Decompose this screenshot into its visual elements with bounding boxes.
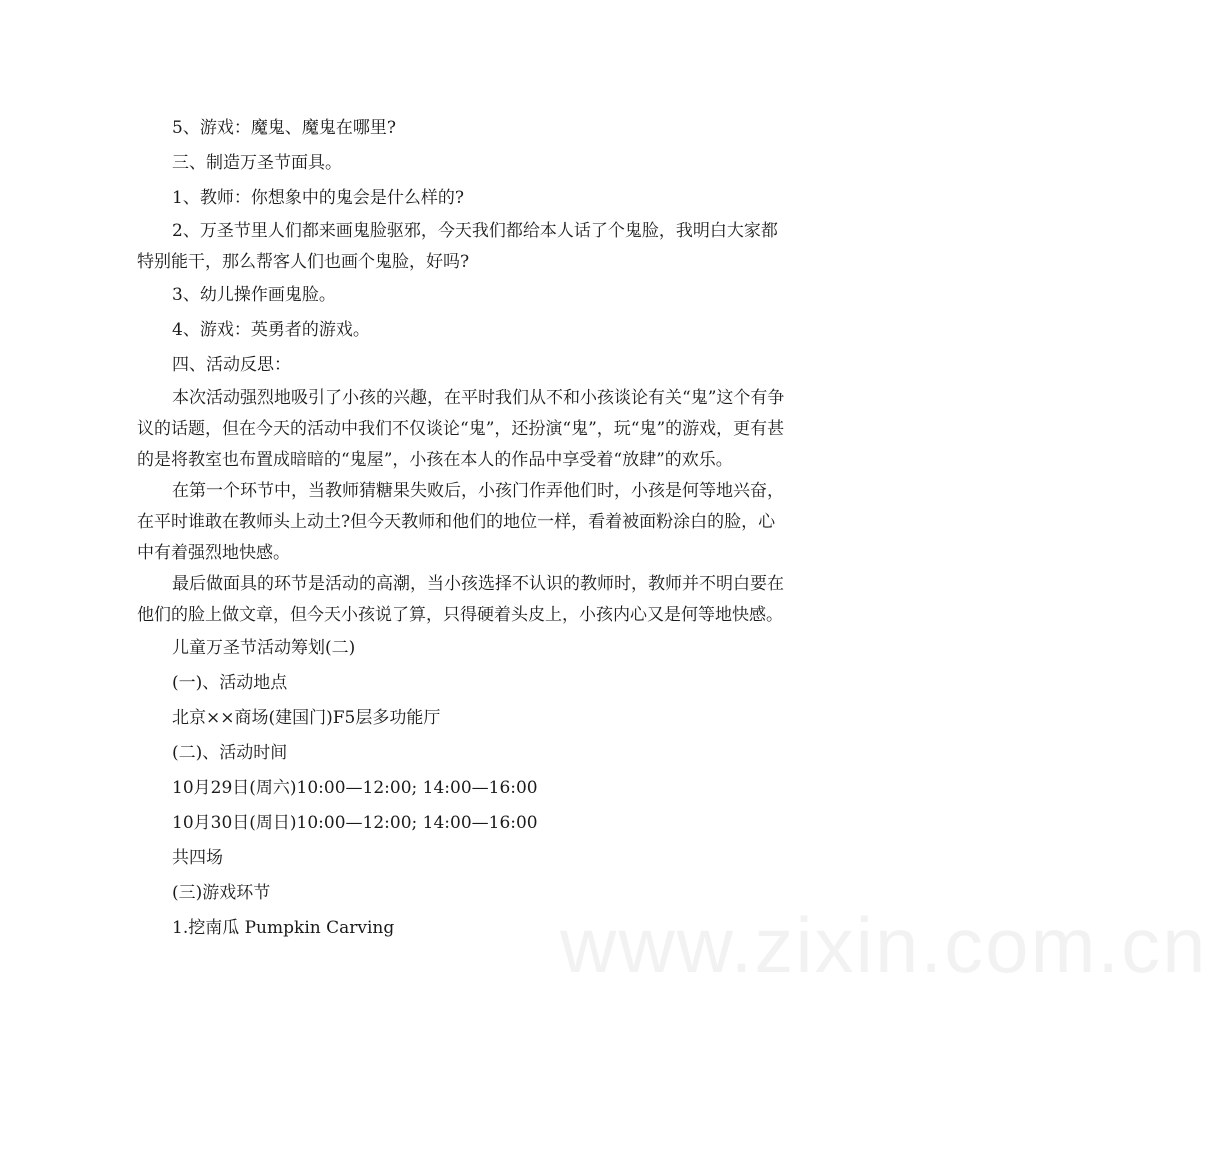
venue-value: 北京××商场(建国门)F5层多功能厅 — [172, 708, 441, 728]
reflection-paragraph-1: 本次活动强烈地吸引了小孩的兴趣，在平时我们从不和小孩谈论有关“鬼”这个有争议的话题，但在今天的活动中我们不仅谈论“鬼”，还扮演“鬼”，玩“鬼”的游戏，更有甚的是将教室也布置成暗暗的“鬼屋”，小孩在本人的作品中享受着“放肆”的欢乐。 — [137, 388, 785, 470]
step-4: 4、游戏：英勇者的游戏。 — [172, 320, 370, 340]
time-value-2: 10月30日(周日)10:00—12:00; 14:00—16:00 — [172, 813, 538, 833]
section-4-heading: 四、活动反思： — [172, 355, 291, 375]
document-page — [137, 111, 787, 946]
section-3-heading: 三、制造万圣节面具。 — [172, 153, 342, 173]
reflection-paragraph-2: 在第一个环节中，当教师猜糖果失败后，小孩门作弄他们时，小孩是何等地兴奋，在平时谁敢在教师头上动土?但今天教师和他们的地位一样，看着被面粉涂白的脸，心中有着强烈地快感。 — [137, 481, 784, 563]
step-2: 2、万圣节里人们都来画鬼脸驱邪，今天我们都给本人话了个鬼脸，我明白大家都特别能干，那么帮客人们也画个鬼脸，好吗? — [137, 221, 778, 272]
watermark: www.zixin.com.cn — [560, 901, 1207, 989]
time-value-1: 10月29日(周六)10:00—12:00; 14:00—16:00 — [172, 778, 538, 798]
step-3: 3、幼儿操作画鬼脸。 — [172, 285, 336, 305]
games-heading: (三)游戏环节 — [172, 883, 271, 903]
reflection-paragraph-3: 最后做面具的环节是活动的高潮，当小孩选择不认识的教师时，教师并不明白要在他们的脸上做文章，但今天小孩说了算，只得硬着头皮上，小孩内心又是何等地快感。 — [137, 574, 784, 625]
step-1: 1、教师：你想象中的鬼会是什么样的? — [172, 188, 464, 208]
venue-heading: (一)、活动地点 — [172, 673, 288, 693]
game-item-5: 5、游戏：魔鬼、魔鬼在哪里? — [172, 118, 396, 138]
time-heading: (二)、活动时间 — [172, 743, 288, 763]
plan-2-title: 儿童万圣节活动筹划(二) — [172, 638, 356, 658]
session-count: 共四场 — [172, 848, 223, 868]
game-item-pumpkin: 1.挖南瓜 Pumpkin Carving — [172, 918, 395, 938]
